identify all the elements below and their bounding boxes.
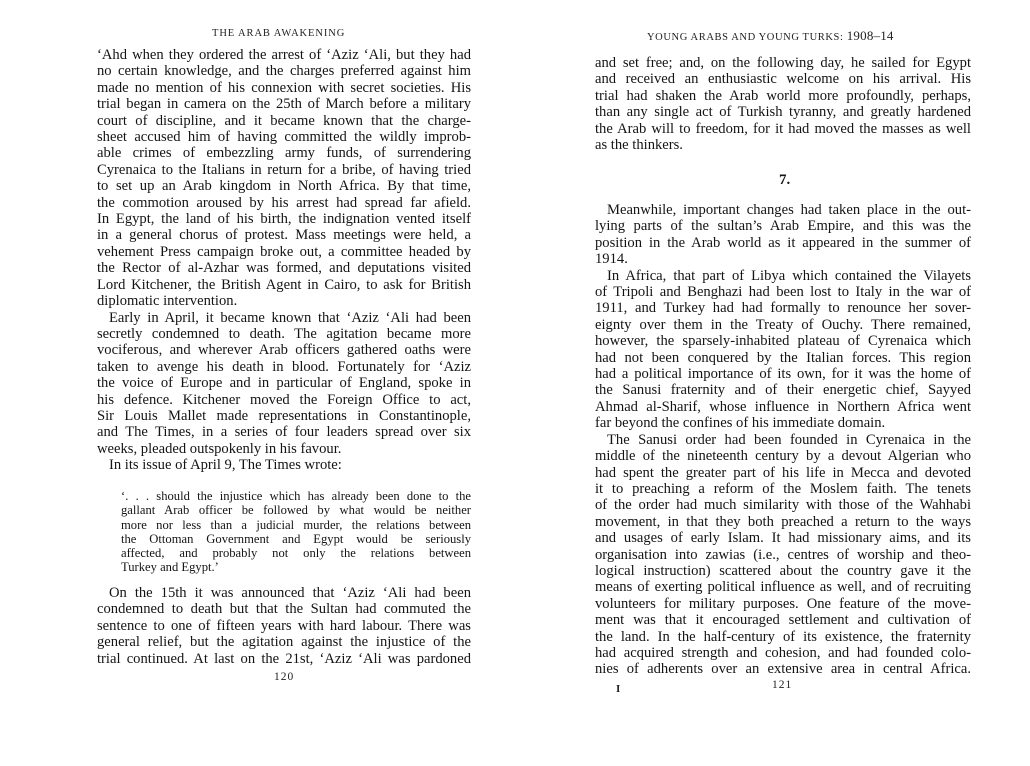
text-line: court of discipline, and it became known that the charge- (97, 112, 471, 129)
quote-line: ‘. . . should the injustice which has already been done to the (121, 489, 471, 503)
text-line: Meanwhile, important changes had taken place in the out- (607, 202, 971, 218)
text-line: logical instruction) scattered about the country gave it the (595, 562, 971, 579)
text-line: Sir Louis Mallet made representations in Constantinople, (97, 407, 471, 424)
left-closing-text (97, 585, 471, 667)
text-line: ‘Ahd when they ordered the arrest of ‘Aziz ‘Ali, but they had (97, 47, 471, 63)
text-line: no certain knowledge, and the charges preferred against him (97, 63, 471, 80)
quote-line: more nor less than a judicial murder, the relations between (121, 517, 471, 532)
text-line: trial continued. At last on the 21st, ‘Aziz ‘Ali was pardoned (97, 650, 471, 667)
running-head-left: THE ARAB AWAKENING (212, 28, 346, 39)
text-line: condemned to death but that the Sultan had commuted the (97, 601, 471, 618)
page-number-left: 120 (274, 671, 295, 683)
text-line: the Arab will to freedom, for it had moved the masses as well (595, 120, 971, 137)
paragraph (97, 585, 471, 667)
text-line: the land. In the half-century of its existence, the fraternity (595, 628, 971, 645)
paragraph (595, 432, 971, 678)
quote-line: Turkey and Egypt.’ (121, 560, 219, 575)
text-line: of Tripoli and Benghazi had been lost to Italy in the war of (595, 284, 971, 301)
text-line: Cyrenaica to the Italians in return for a bribe, of having tried (97, 161, 471, 178)
paragraph (595, 202, 971, 268)
text-line: and received an enthusiastic welcome on his arrival. His (595, 71, 971, 88)
text-line: had acquired strength and cohesion, and had founded colo- (595, 644, 971, 661)
quote-line: affected, and probably not only the relations between (121, 546, 471, 561)
running-head-right (647, 28, 894, 44)
text-line: volunteers for military purposes. One feature of the move- (595, 595, 971, 612)
text-line: vociferous, and wherever Arab officers gathered oaths were (97, 342, 471, 359)
text-line: ment was that it encouraged settlement and cultivation of (595, 612, 971, 629)
times-quotation (121, 489, 471, 575)
right-page (515, 0, 1030, 766)
text-line: middle of the nineteenth century by a devout Algerian who (595, 448, 971, 465)
text-line: and usages of early Islam. It had missionary aims, and its (595, 530, 971, 547)
text-line: 1914. (595, 251, 628, 268)
text-line: taken to avenge his death in blood. Fortunately for ‘Aziz (97, 358, 471, 375)
text-line: than any single act of Turkish tyranny, and greatly hardened (595, 104, 971, 121)
text-line: movement, in that they both preached a return to the ways (595, 513, 971, 530)
right-section-text (595, 202, 971, 678)
text-line: the Rector of al-Azhar was formed, and deputations visited (97, 260, 471, 277)
text-line: trial began in camera on the 25th of March before a military (97, 96, 471, 113)
text-line: the voice of Europe and in particular of England, spoke in (97, 375, 471, 392)
text-line: had not been conquered by the Italian forces. This region (595, 349, 971, 366)
text-line: means of exerting political influence as well, and of recruiting (595, 579, 971, 596)
text-line: had spent the greater part of his life in Mecca and devoted (595, 464, 971, 481)
text-line: organisation into zawias (i.e., centres of worship and theo- (595, 546, 971, 563)
text-line: On the 15th it was announced that ‘Aziz ‘Ali had been (109, 585, 471, 601)
text-line: sheet accused him of having committed the wildly improb- (97, 129, 471, 146)
text-line: of the order had much similarity with those of the Wahhabi (595, 497, 971, 514)
text-line: in a general chorus of protest. Mass meetings were held, a (97, 227, 471, 244)
quote-line: the Ottoman Government and Egypt would be seriously (121, 531, 471, 546)
text-line: the Sanusi fraternity and of their energetic chief, Sayyed (595, 382, 971, 399)
text-line: trial had shaken the Arab world more profoundly, perhaps, (595, 87, 971, 104)
right-opening-text (595, 55, 971, 153)
paragraph (595, 55, 971, 153)
text-line: vehement Press campaign broke out, a committee headed by (97, 243, 471, 260)
text-line: general relief, but the agitation against the injustice of the (97, 634, 471, 651)
text-line: and set free; and, on the following day, he sailed for Egypt (595, 55, 971, 71)
section-number: 7. (779, 172, 791, 188)
text-line: eignty over them in the Treaty of Ouchy. There remained, (595, 316, 971, 333)
text-line: In Africa, that part of Libya which contained the Vilayets (607, 267, 971, 284)
text-line: position in the Arab world as it appeared in the summer of (595, 234, 971, 251)
paragraph (97, 310, 471, 458)
text-line: The Sanusi order had been founded in Cyrenaica in the (607, 431, 971, 448)
paragraph (595, 268, 971, 432)
text-line: diplomatic intervention. (97, 293, 238, 310)
text-line: Early in April, it became known that ‘Aziz ‘Ali had been (109, 309, 471, 326)
text-line: as the thinkers. (595, 137, 683, 154)
text-line: secretly condemned to death. The agitation became more (97, 325, 471, 342)
quote-line: gallant Arab officer be followed by what would be neither (121, 503, 471, 518)
page-number-right: 121 (772, 679, 793, 691)
text-line: and The Times, in a series of four leaders spread over six (97, 424, 471, 441)
signature-mark: I (616, 683, 621, 695)
text-line: had a political importance of its own, for it was the home of (595, 366, 971, 383)
text-line: it to preaching a reform of the Moslem faith. The tenets (595, 480, 971, 497)
text-line: his defence. Kitchener moved the Foreign Office to act, (97, 391, 471, 408)
text-line: to set up an Arab kingdom in North Africa. By that time, (97, 178, 471, 195)
text-line: lying parts of the sultan’s Arab Empire, and this was the (595, 218, 971, 235)
text-line: the commotion aroused by his arrest had spread far afield. (97, 194, 471, 211)
text-line: nies of adherents over an extensive area in central Africa. (595, 661, 971, 678)
text-line: 1911, and Turkey had had formally to renounce her sover- (595, 300, 971, 317)
left-main-text (97, 47, 471, 474)
running-head-years: 1908–14 (846, 28, 894, 43)
text-line: however, the sparsely-inhabited plateau of Cyrenaica which (595, 333, 971, 350)
text-line: sentence to one of fifteen years with hard labour. There was (97, 617, 471, 634)
text-line: far beyond the confines of his immediate domain. (595, 415, 886, 432)
text-line: Lord Kitchener, the British Agent in Cairo, to ask for British (97, 276, 471, 293)
paragraph (97, 457, 471, 473)
running-head-title: YOUNG ARABS AND YOUNG TURKS: (647, 32, 844, 43)
paragraph (97, 47, 471, 310)
text-line: In its issue of April 9, The Times wrote: (109, 457, 342, 474)
text-line: Ahmad al-Sharif, whose influence in Northern Africa went (595, 398, 971, 415)
text-line: In Egypt, the land of his birth, the indignation vented itself (97, 211, 471, 228)
text-line: made no mention of his connexion with secret societies. His (97, 79, 471, 96)
text-line: weeks, pleaded outspokenly in his favour. (97, 440, 342, 457)
text-line: able crimes of embezzling army funds, of surrendering (97, 145, 471, 162)
